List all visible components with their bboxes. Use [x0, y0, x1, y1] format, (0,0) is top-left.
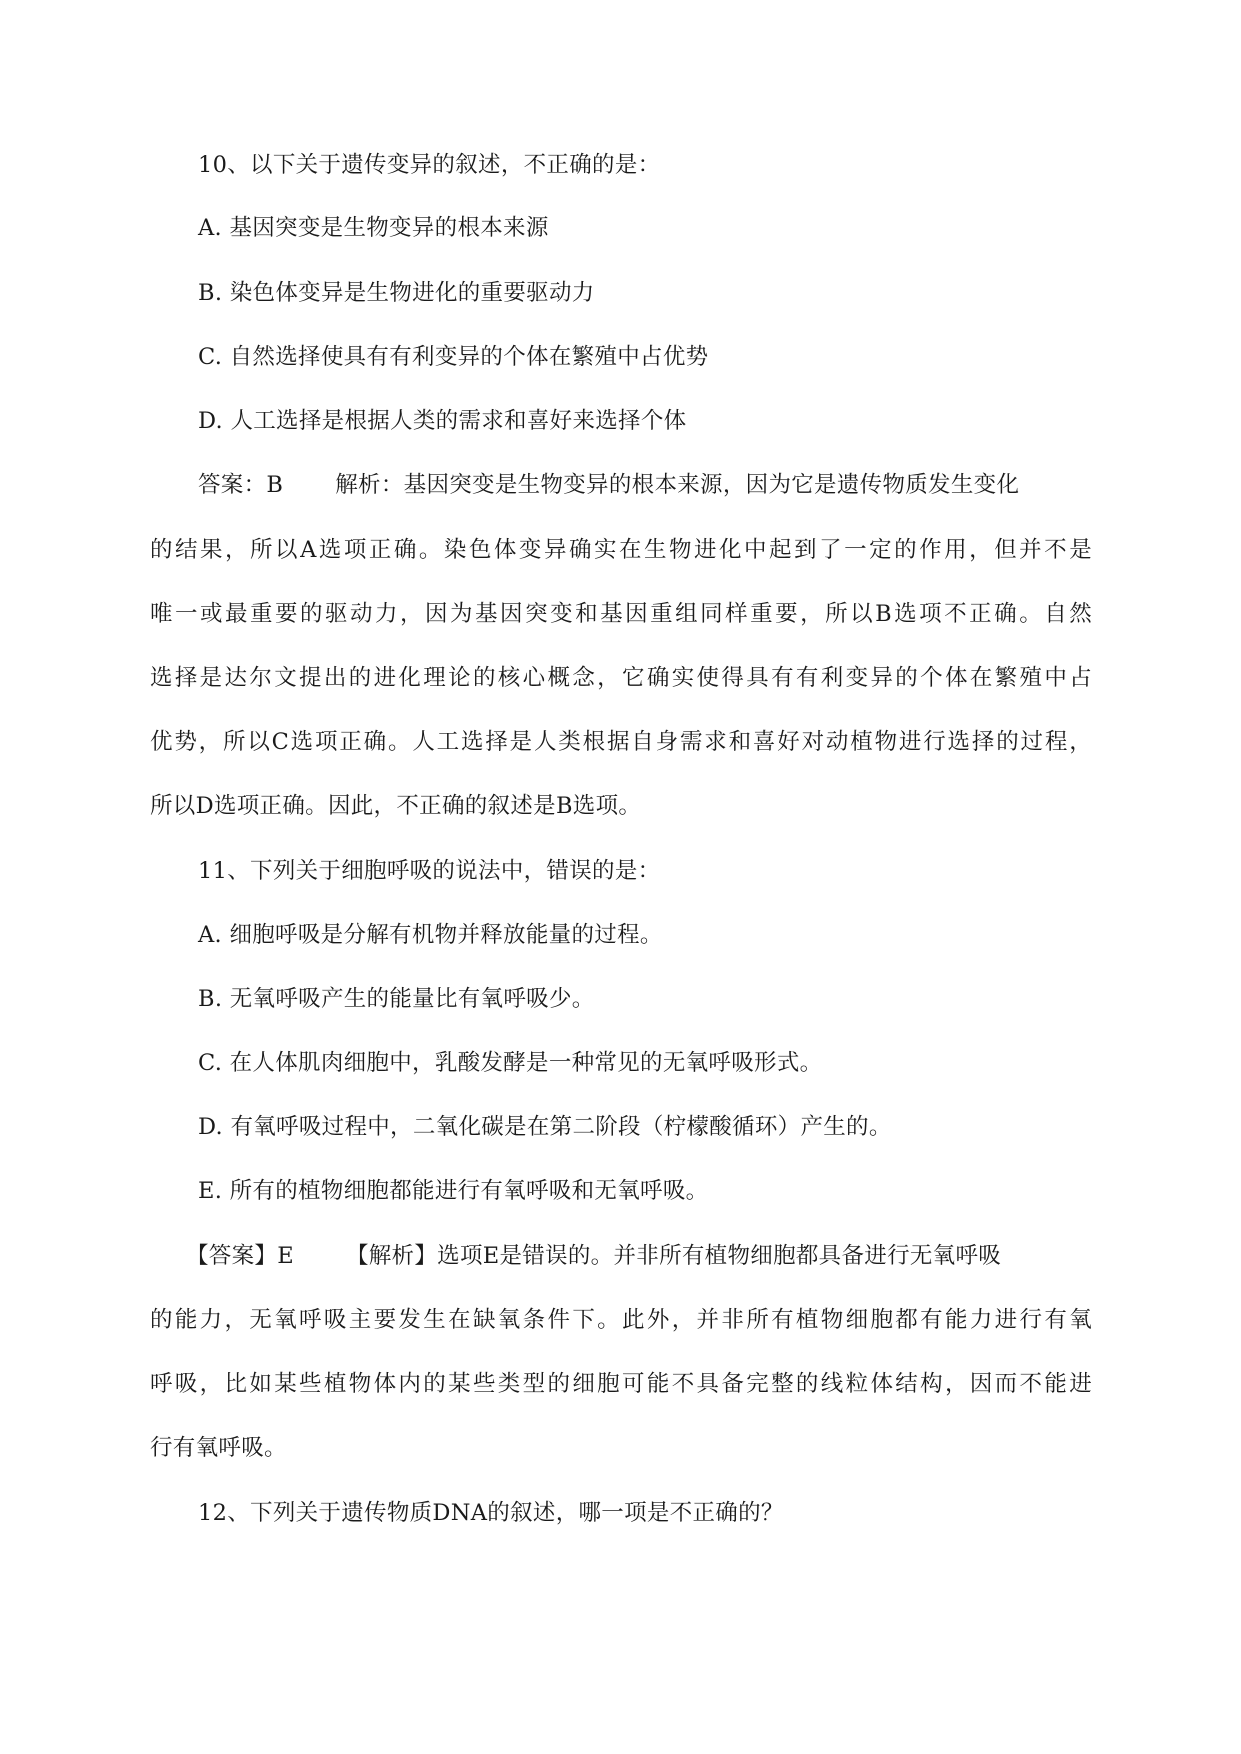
q10-answer-line	[198, 470, 1019, 500]
question-10: 10、以下关于遗传变异的叙述，不正确的是：	[198, 152, 661, 178]
q11-option-e: E. 所有的植物细胞都能进行有氧呼吸和无氧呼吸。	[198, 1178, 709, 1204]
q11-explanation-line-4: 行有氧呼吸。	[150, 1435, 287, 1461]
q11-answer-label: 【答案】E	[186, 1243, 294, 1269]
q11-explanation-line-2: 的能力，无氧呼吸主要发生在缺氧条件下。此外，并非所有植物细胞都有能力进行有氧	[150, 1307, 1092, 1333]
q10-option-d: D. 人工选择是根据人类的需求和喜好来选择个体	[198, 408, 687, 434]
q11-explanation-line-1: 【解析】选项E是错误的。并非所有植物细胞都具备进行无氧呼吸	[345, 1243, 1002, 1269]
question-12: 12、下列关于遗传物质DNA的叙述，哪一项是不正确的？	[198, 1500, 784, 1526]
q11-answer-line	[186, 1241, 1001, 1271]
q10-answer-label: 答案：B	[198, 472, 284, 498]
q10-explanation-line-6: 所以D选项正确。因此，不正确的叙述是B选项。	[150, 793, 642, 819]
q11-option-a: A. 细胞呼吸是分解有机物并释放能量的过程。	[198, 922, 663, 948]
q10-option-c: C. 自然选择使具有有利变异的个体在繁殖中占优势	[198, 344, 709, 370]
q10-explanation-line-4: 选择是达尔文提出的进化理论的核心概念，它确实使得具有有利变异的个体在繁殖中占	[150, 665, 1092, 691]
q11-option-b: B. 无氧呼吸产生的能量比有氧呼吸少。	[198, 986, 595, 1012]
q10-explanation-line-3: 唯一或最重要的驱动力，因为基因突变和基因重组同样重要，所以B选项不正确。自然	[150, 601, 1092, 627]
q10-option-b: B. 染色体变异是生物进化的重要驱动力	[198, 280, 595, 306]
q10-option-a: A. 基因突变是生物变异的根本来源	[198, 215, 549, 241]
q11-option-c: C. 在人体肌肉细胞中，乳酸发酵是一种常见的无氧呼吸形式。	[198, 1050, 823, 1076]
q10-explanation-line-2: 的结果，所以A选项正确。染色体变异确实在生物进化中起到了一定的作用，但并不是	[150, 537, 1092, 563]
q10-explanation-line-1: 解析：基因突变是生物变异的根本来源，因为它是遗传物质发生变化	[335, 472, 1020, 498]
q11-explanation-line-3: 呼吸，比如某些植物体内的某些类型的细胞可能不具备完整的线粒体结构，因而不能进	[150, 1371, 1092, 1397]
question-11: 11、下列关于细胞呼吸的说法中，错误的是：	[198, 858, 661, 884]
q11-option-d: D. 有氧呼吸过程中，二氧化碳是在第二阶段（柠檬酸循环）产生的。	[198, 1114, 892, 1140]
q10-explanation-line-5: 优势，所以C选项正确。人工选择是人类根据自身需求和喜好对动植物进行选择的过程，	[150, 729, 1092, 755]
